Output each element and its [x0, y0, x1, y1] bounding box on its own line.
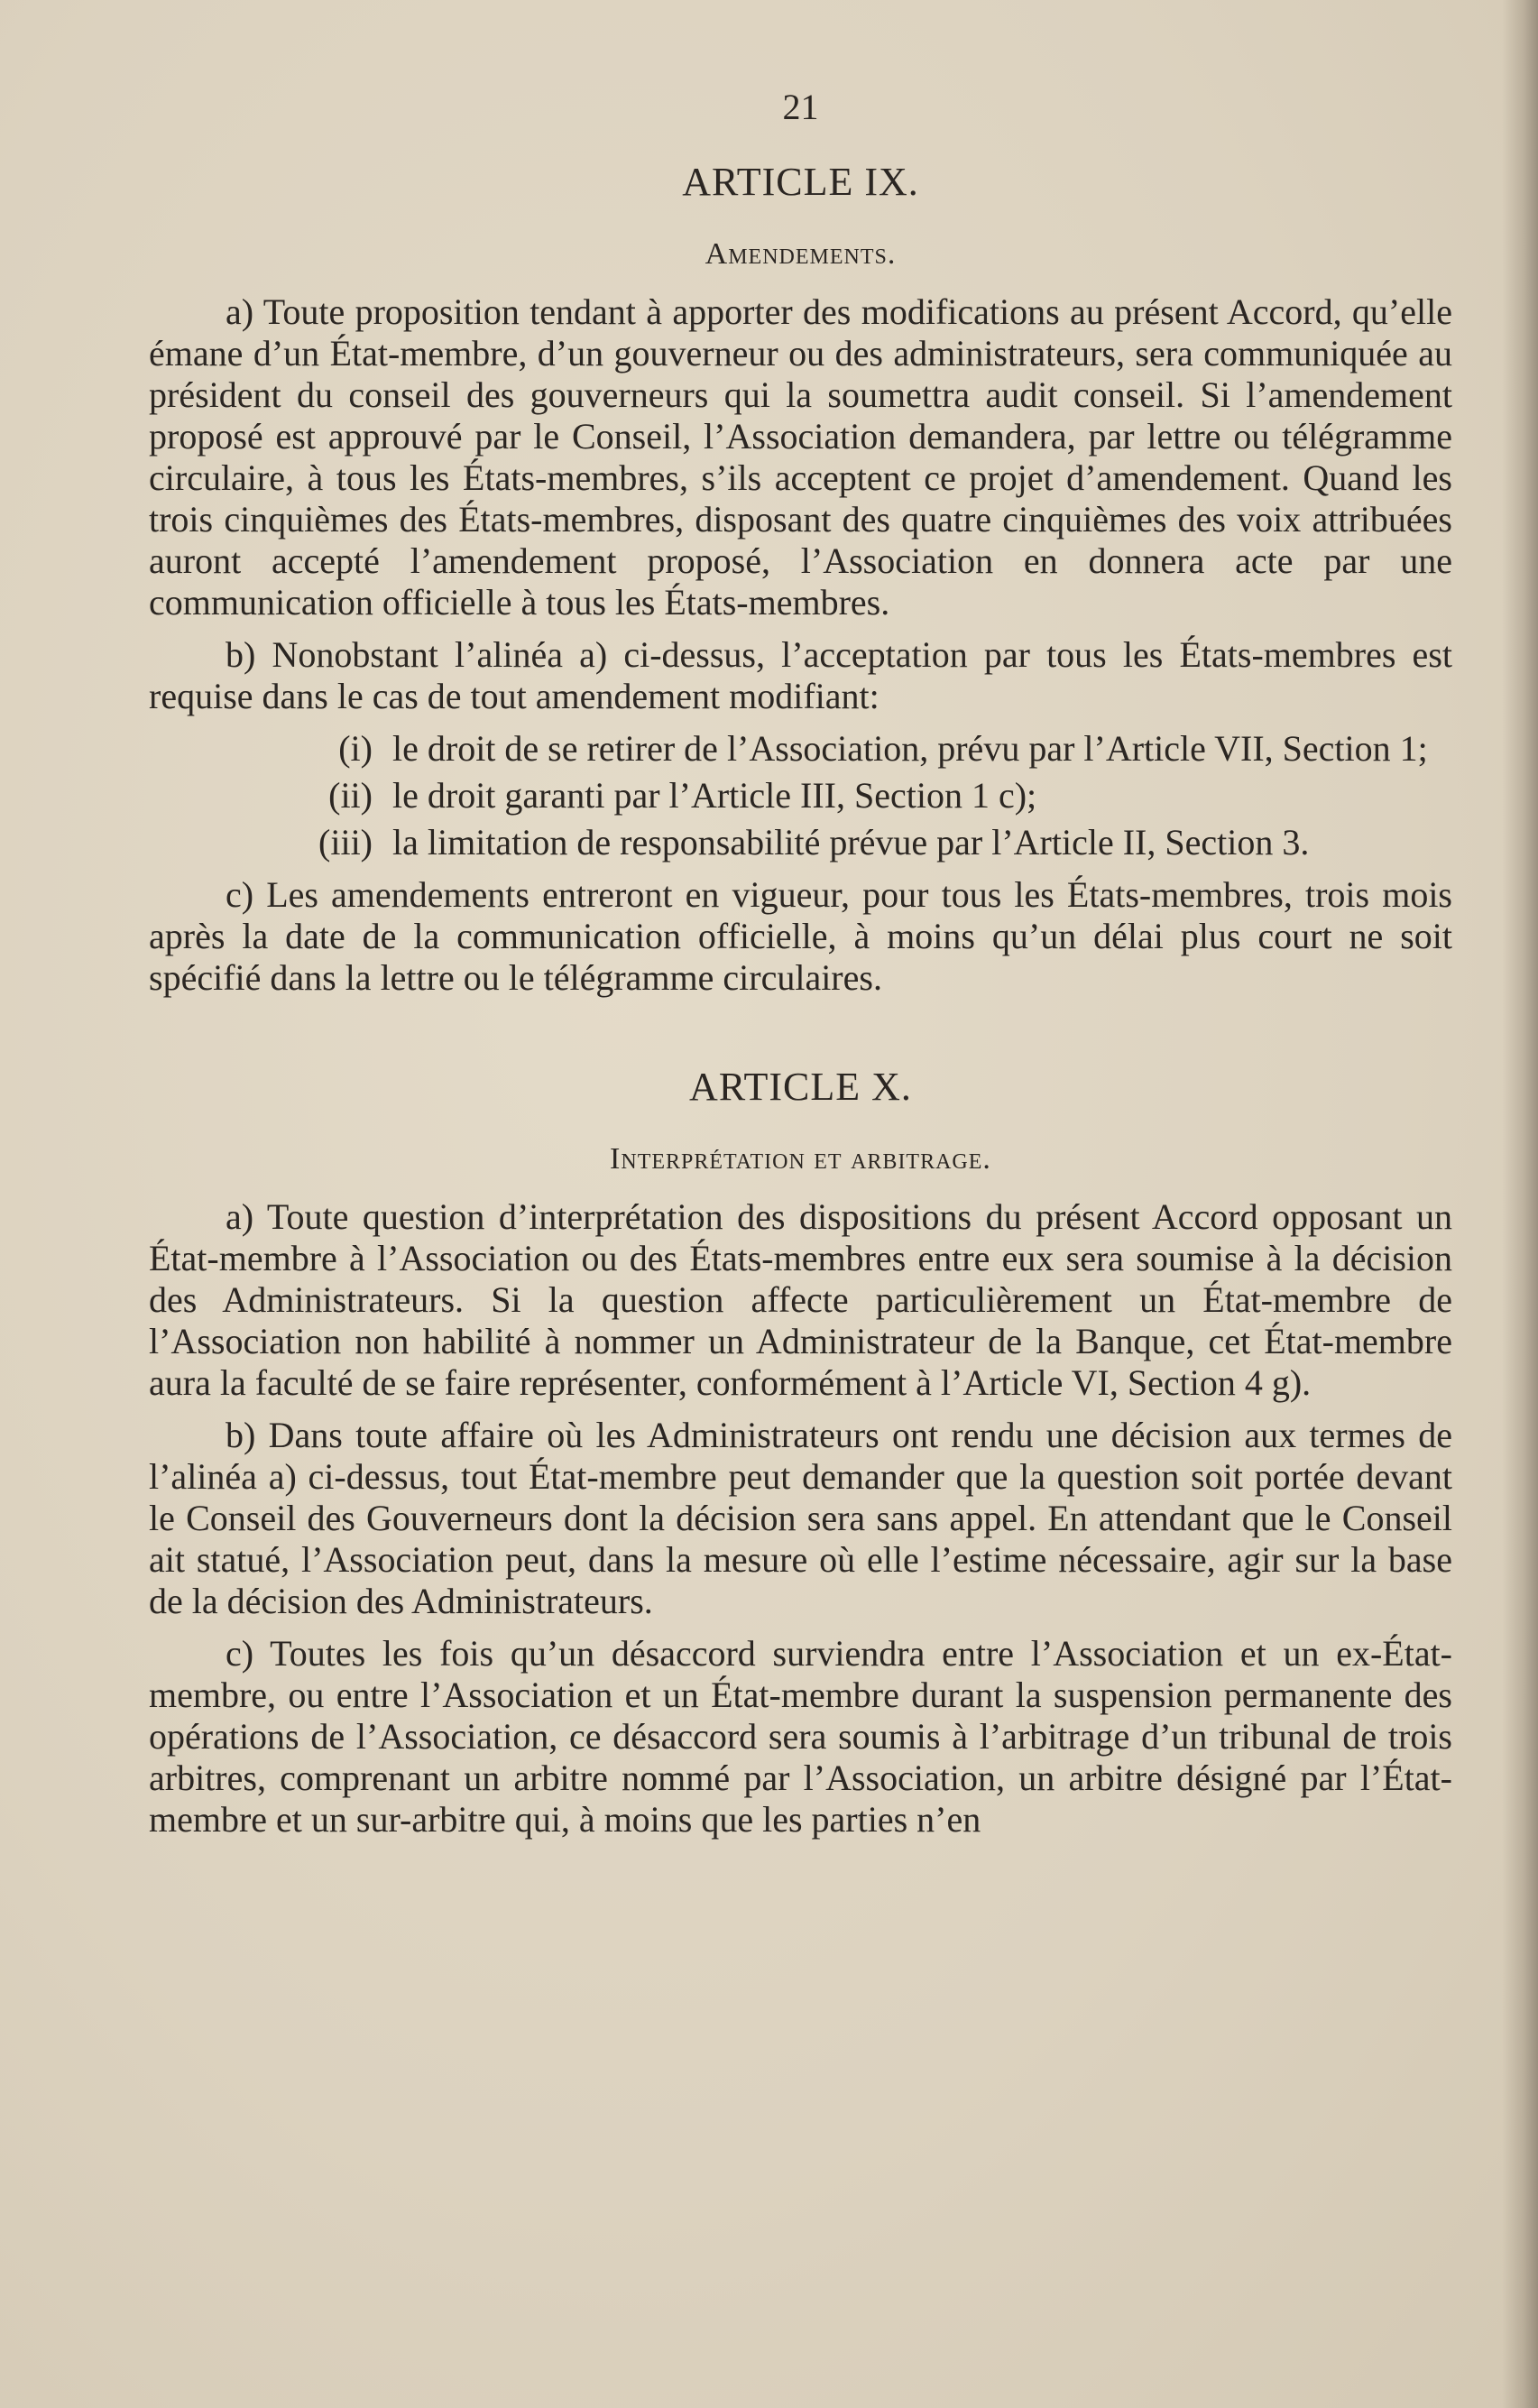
list-item-text: le droit de se retirer de l’Association, prévu par l’Article VII, Section 1;: [392, 728, 1428, 769]
article-x-title: ARTICLE X.: [689, 1065, 912, 1109]
list-item-number: (ii): [328, 775, 373, 816]
page-edge-shadow: [1502, 0, 1538, 2408]
article-x-paragraph-a: a) Toute question d’interprétation des dispositions du présent Accord opposant un État-membre à l’Association ou des États-membres entre eux sera soumise à la décision des Administrateurs. Si la question affecte particulièrement un État-membre de l’Association non habilité à nommer un Administrateur de la Banque, cet État-membre aura la faculté de se faire représenter, conformément à l’Article VI, Section 4 g).: [149, 1196, 1452, 1403]
article-ix-paragraph-b: b) Nonobstant l’alinéa a) ci-dessus, l’acceptation par tous les États-membres est requise dans le cas de tout amendement modifiant:: [149, 634, 1452, 716]
list-item: [149, 775, 1452, 817]
list-item: [149, 822, 1452, 863]
page-number: 21: [782, 87, 819, 127]
document-body: [149, 86, 1452, 1851]
article-ix-paragraph-c: c) Les amendements entreront en vigueur, pour tous les États-membres, trois mois après la date de la communication officielle, à moins qu’un délai plus court ne soit spécifié dans la lettre ou le télégramme circulaires.: [149, 874, 1452, 998]
list-item-number: (i): [338, 728, 373, 769]
article-x-paragraph-b: b) Dans toute affaire où les Administrateurs ont rendu une décision aux termes de l’alinéa a) ci-dessus, tout État-membre peut demander que la question soit portée devant le Conseil des Gouverneurs dont la décision sera sans appel. En attendant que le Conseil ait statué, l’Association peut, dans la mesure où elle l’estime nécessaire, agir sur la base de la décision des Administrateurs.: [149, 1415, 1452, 1621]
list-item: [149, 728, 1452, 770]
article-ix-paragraph-a: a) Toute proposition tendant à apporter des modifications au présent Accord, qu’elle émane d’un État-membre, d’un gouverneur ou des administrateurs, sera communiquée au président du conseil des gouverneurs qui la soumettra audit conseil. Si l’amendement proposé est approuvé par le Conseil, l’Association demandera, par lettre ou télégramme circulaire, à tous les États-membres, s’ils acceptent ce projet d’amendement. Quand les trois cinquièmes des États-membres, disposant des quatre cinquièmes des voix attribuées auront accepté l’amendement proposé, l’Association en donnera acte par une communication officielle à tous les États-membres.: [149, 291, 1452, 623]
section-spacer: [149, 1010, 1452, 1064]
list-item-text: le droit garanti par l’Article III, Section 1 c);: [392, 775, 1037, 816]
article-x-subtitle: Interprétation et arbitrage.: [610, 1142, 991, 1176]
article-ix-subtitle: Amendements.: [705, 237, 897, 271]
list-item-text: la limitation de responsabilité prévue par l’Article II, Section 3.: [392, 822, 1310, 863]
article-ix-title: ARTICLE IX.: [682, 160, 919, 204]
list-item-number: (iii): [318, 822, 373, 863]
article-ix-list: [149, 728, 1452, 863]
article-x-paragraph-c: c) Toutes les fois qu’un désaccord surviendra entre l’Association et un ex-État-membre, ou entre l’Association et un État-membre durant la suspension permanente des opérations de l’Association, ce désaccord sera soumis à l’arbitrage d’un tribunal de trois arbitres, comprenant un arbitre nommé par l’Association, un arbitre désigné par l’État-membre et un sur-arbitre qui, à moins que les parties n’en: [149, 1633, 1452, 1840]
